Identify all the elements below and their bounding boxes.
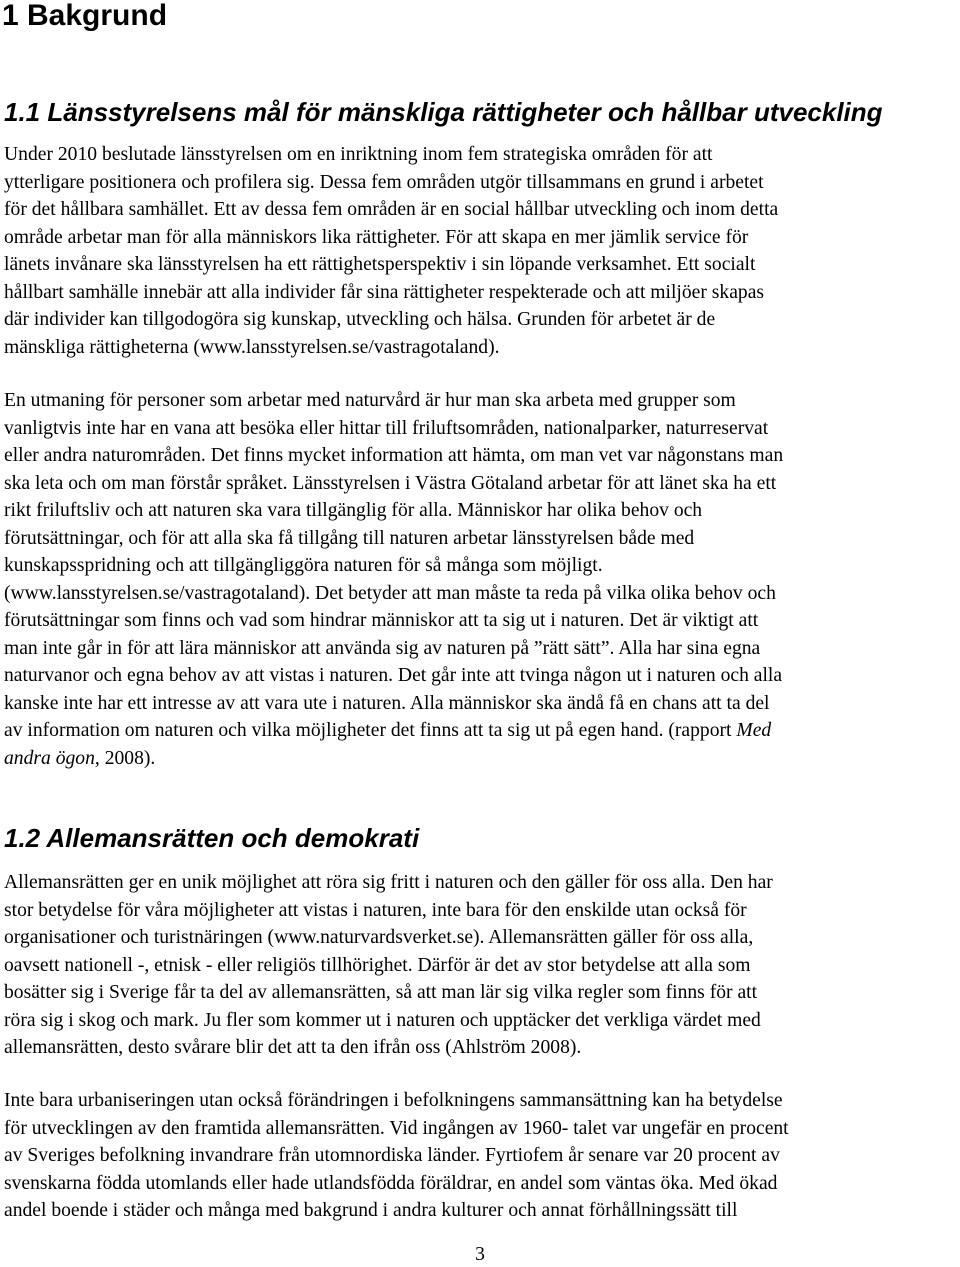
text-line: hållbart samhälle innebär att alla individer får sina rättigheter respekterade och att miljöer skapas <box>4 281 765 303</box>
text-line: naturvanor och egna behov av att vistas i naturen. Det går inte att tvinga någon ut i naturen och alla <box>4 665 783 686</box>
section-heading-1-1: 1.1 Länsstyrelsens mål för mänskliga rättigheter och hållbar utveckling <box>4 97 883 127</box>
text-line: där individer kan tillgodogöra sig kunskap, utveckling och hälsa. Grunden för arbetet är de <box>4 309 716 330</box>
section-1-2-paragraph-1 <box>4 869 958 1062</box>
text-line: förutsättningar som finns och vad som hindrar människor att ta sig ut i naturen. Det är viktigt att <box>4 610 759 631</box>
section-heading-1-2: 1.2 Allemansrätten och demokrati <box>4 823 420 853</box>
text-line: Inte bara urbaniseringen utan också förändringen i befolkningens sammansättning kan ha betydelse <box>4 1090 783 1111</box>
text-line: länets invånare ska länsstyrelsen ha ett rättighetsperspektiv i sin löpande verksamhet. Ett socialt <box>4 254 756 275</box>
text-line: stor betydelse för våra möjligheter att vistas i naturen, inte bara för den enskilde utan också för <box>4 899 747 921</box>
chapter-heading: 1 Bakgrund <box>2 0 168 32</box>
text-line: Under 2010 beslutade länsstyrelsen om en inriktning inom fem strategiska områden för att <box>4 144 713 165</box>
text-line-with-citation <box>4 745 958 773</box>
text-line: mänskliga rättigheterna (www.lansstyrelsen.se/vastragotaland). <box>4 336 500 358</box>
text-line: vanligtvis inte har en vana att besöka eller hittar till friluftsområden, nationalparker, naturreservat <box>4 417 769 439</box>
text-line: förutsättningar, och för att alla ska få tillgång till naturen arbetar länsstyrelsen både med <box>4 527 695 549</box>
text-line: En utmaning för personer som arbetar med naturvård är hur man ska arbeta med grupper som <box>4 390 736 411</box>
text-line: röra sig i skog och mark. Ju fler som kommer ut i naturen och upptäcker det verkliga värdet med <box>4 1009 761 1031</box>
text-line: Allemansrätten ger en unik möjlighet att röra sig fritt i naturen och den gäller för oss alla. Den har <box>4 872 773 893</box>
section-1-1-paragraph-2 <box>4 387 958 772</box>
italic-title-segment: andra ögon <box>4 747 95 769</box>
text-line: organisationer och turistnäringen (www.naturvardsverket.se). Allemansrätten gäller för oss alla, <box>4 927 754 948</box>
section-1-1-paragraph-1 <box>4 141 958 361</box>
text-line: kunskapsspridning och att tillgängliggöra naturen för så många som möjligt. <box>4 555 603 576</box>
text-line: för utvecklingen av den framtida allemansrätten. Vid ingången av 1960- talet var ungefär en procent <box>4 1117 789 1139</box>
text-line: för det hållbara samhället. Ett av dessa fem områden är en social hållbar utveckling och inom detta <box>4 199 779 220</box>
text-segment: , 2008). <box>94 747 156 769</box>
text-line: bosätter sig i Sverige får ta del av allemansrätten, så att man lär sig vilka regler som finns för att <box>4 982 758 1003</box>
italic-title-segment: Med <box>736 720 772 741</box>
text-line: (www.lansstyrelsen.se/vastragotaland). Det betyder att man måste ta reda på vilka olika behov och <box>4 582 776 604</box>
text-segment: av information om naturen och vilka möjligheter det finns att ta sig ut på egen hand. (rapport <box>4 720 737 741</box>
page-number: 3 <box>475 1244 485 1265</box>
text-line: område arbetar man för alla människors lika rättigheter. För att skapa en mer jämlik service för <box>4 226 749 248</box>
text-line: eller andra naturområden. Det finns mycket information att hämta, om man vet var någonstans man <box>4 445 784 466</box>
text-line: ytterligare positionera och profilera sig. Dessa fem områden utgör tillsammans en grund i arbetet <box>4 171 764 193</box>
text-line: rikt friluftsliv och att naturen ska vara tillgänglig för alla. Människor har olika behov och <box>4 500 703 521</box>
text-line: kanske inte har ett intresse av att vara ute i naturen. Alla människor ska ändå få en chans att ta del <box>4 692 770 714</box>
text-line-with-citation <box>4 717 958 745</box>
text-line: oavsett nationell -, etnisk - eller religiös tillhörighet. Därför är det av stor betydelse att alla som <box>4 954 751 976</box>
text-line: man inte går in för att lära människor att använda sig av naturen på ”rätt sätt”. Alla har sina egna <box>4 637 761 659</box>
text-line: svenskarna födda utomlands eller hade utlandsfödda föräldrar, en andel som väntas öka. Med ökad <box>4 1172 778 1194</box>
text-line: andel boende i städer och många med bakgrund i andra kulturer och annat förhållningssätt till <box>4 1200 738 1221</box>
text-line: allemansrätten, desto svårare blir det att ta den ifrån oss (Ahlström 2008). <box>4 1037 582 1058</box>
section-1-2-paragraph-2 <box>4 1087 958 1225</box>
text-line: av Sveriges befolkning invandrare från utomnordiska länder. Fyrtiofem år senare var 20 procent av <box>4 1145 780 1166</box>
text-line: ska leta och om man förstår språket. Länsstyrelsen i Västra Götaland arbetar för att länet ska ha ett <box>4 472 777 494</box>
